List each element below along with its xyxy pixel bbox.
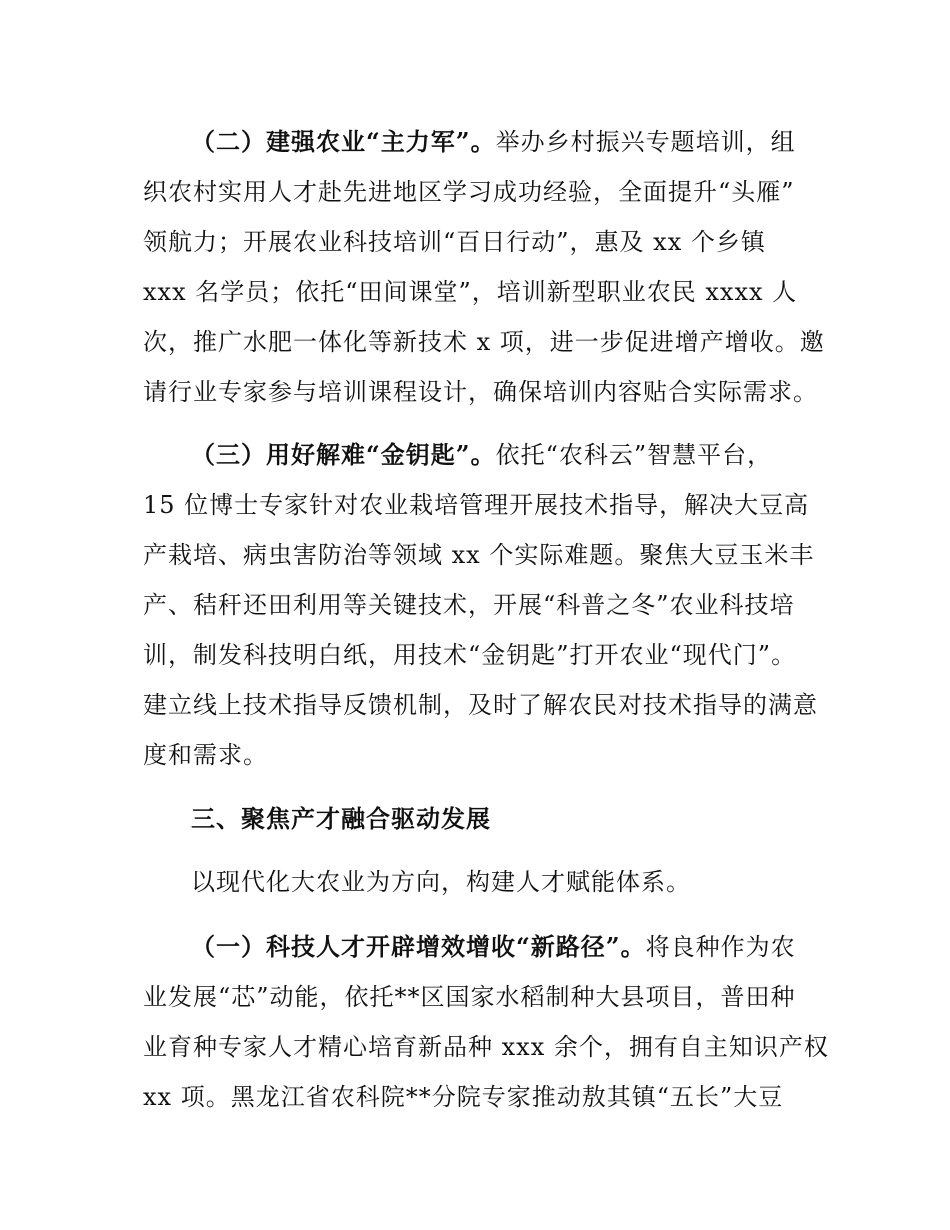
subsection-heading: （三）用好解难“金钥匙”。	[191, 440, 496, 469]
paragraph-line: 建立线上技术指导反馈机制，及时了解农民对技术指导的满意	[143, 691, 818, 719]
paragraph-line: 度和需求。	[143, 741, 268, 769]
subsection-heading: （一）科技人才开辟增效增收“新路径”。	[191, 932, 646, 961]
paragraph-line: 次，推广水肥一体化等新技术 x 项，进一步促进增产增收。邀	[143, 328, 825, 356]
paragraph-line: 领航力；开展农业科技培训“百日行动”，惠及 xx 个乡镇	[143, 228, 766, 256]
paragraph-line: xxx 名学员；依托“田间课堂”，培训新型职业农民 xxxx 人	[143, 278, 798, 306]
paragraph-line: 请行业专家参与培训课程设计，确保培训内容贴合实际需求。	[143, 378, 818, 406]
paragraph-line: （三）用好解难“金钥匙”。依托“农科云”智慧平台，	[191, 440, 773, 469]
paragraph-line: xx 项。黑龙江省农科院**分院专家推动敖其镇“五长”大豆	[143, 1083, 784, 1111]
paragraph-line: 业育种专家人才精心培育新品种 xxx 余个，拥有自主知识产权	[143, 1033, 829, 1061]
section-title: 三、聚焦产才融合驱动发展	[191, 805, 491, 833]
paragraph-line: 训，制发科技明白纸，用技术“金钥匙”打开农业“现代门”。	[143, 641, 797, 669]
paragraph-line: （一）科技人才开辟增效增收“新路径”。将良种作为农	[191, 932, 796, 961]
paragraph-line: 织农村实用人才赴先进地区学习成功经验，全面提升“头雁”	[143, 178, 795, 206]
paragraph-line: 产、秸秆还田利用等关键技术，开展“科普之冬”农业科技培	[143, 591, 795, 619]
paragraph-line: 15 位博士专家针对农业栽培管理开展技术指导，解决大豆高	[143, 491, 810, 519]
paragraph-line: 业发展“芯”动能，依托**区国家水稻制种大县项目，普田种	[143, 983, 796, 1011]
section-intro: 以现代化大农业为方向，构建人才赋能体系。	[191, 868, 691, 896]
subsection-heading: （二）建强农业“主力军”。	[191, 127, 496, 156]
paragraph-line: （二）建强农业“主力军”。举办乡村振兴专题培训，组	[191, 127, 796, 156]
paragraph-line: 产栽培、病虫害防治等领域 xx 个实际难题。聚焦大豆玉米丰	[143, 541, 815, 569]
